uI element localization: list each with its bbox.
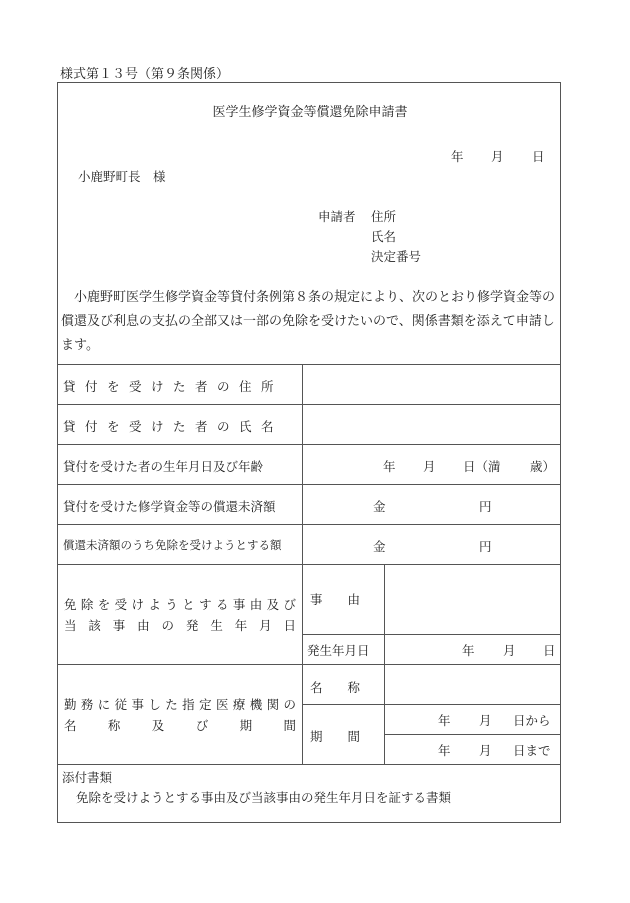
period-to-month: 月: [479, 743, 492, 758]
row-address-label: 貸付を受けた者の住所: [63, 379, 284, 394]
row-divider: [384, 734, 560, 735]
row-divider: [58, 564, 560, 565]
unpaid-yen: 円: [479, 499, 492, 514]
institution-name-label: 名 称: [310, 680, 361, 695]
row-divider: [302, 704, 560, 705]
row-birth-age-label: 貸付を受けた者の生年月日及び年齢: [63, 459, 264, 474]
reason-line-1: 免除を受けようとする事由及び: [64, 597, 296, 612]
row-divider: [58, 364, 560, 365]
birth-month: 月: [423, 459, 436, 474]
form-number: 様式第１３号（第９条関係）: [60, 67, 230, 82]
addressee: 小鹿野町長 様: [78, 169, 166, 184]
date-day: 日: [532, 149, 545, 164]
row-divider: [58, 664, 560, 665]
unpaid-kin: 金: [373, 499, 386, 514]
birth-day: 日（満: [463, 459, 501, 474]
service-line-2: 名称及び期間: [64, 718, 296, 733]
row-exempt-amount-label: 償還未済額のうち免除を受けようとする額: [63, 538, 282, 552]
column-divider: [302, 364, 303, 764]
row-divider: [58, 764, 560, 765]
period-from-day: 日から: [513, 713, 551, 728]
application-statement: 小鹿野町医学生修学資金等貸付条例第８条の規定により、次のとおり修学資金等の償還及び利息の支払の全部又は一部の免除を受けたいので、関係書類を添えて申請します。: [61, 290, 556, 353]
attachments-label: 添付書類: [62, 770, 113, 785]
application-form: [57, 82, 561, 823]
reason-sub-label: 事 由: [310, 592, 361, 607]
row-divider: [58, 404, 560, 405]
attachments-item: 免除を受けようとする事由及び当該事由の発生年月日を証する書類: [76, 790, 452, 805]
occurrence-day: 日: [543, 643, 556, 658]
decision-number-label: 決定番号: [371, 249, 422, 264]
row-divider: [58, 524, 560, 525]
period-to-day: 日まで: [513, 743, 551, 758]
applicant-name-label: 氏名: [371, 229, 397, 244]
exempt-kin: 金: [373, 539, 386, 554]
applicant-address-label: 住所: [371, 209, 397, 224]
row-name-label: 貸付を受けた者の氏名: [63, 419, 284, 434]
date-year: 年: [451, 149, 464, 164]
row-reason-label: [64, 595, 296, 634]
service-period-label: 期 間: [310, 729, 361, 744]
occurrence-date-label: 発生年月日: [307, 643, 370, 658]
row-divider: [58, 484, 560, 485]
period-from-month: 月: [479, 713, 492, 728]
exempt-yen: 円: [479, 539, 492, 554]
date-month: 月: [491, 149, 504, 164]
row-divider: [302, 634, 560, 635]
period-to-year: 年: [438, 743, 451, 758]
form-title: 医学生修学資金等償還免除申請書: [212, 105, 408, 120]
row-service-label: [64, 695, 296, 734]
column-divider: [384, 564, 385, 764]
period-from-year: 年: [438, 713, 451, 728]
occurrence-month: 月: [503, 643, 516, 658]
birth-year: 年: [383, 459, 396, 474]
age: 歳）: [530, 459, 556, 474]
row-divider: [58, 444, 560, 445]
reason-line-2: 当該事由の発生年月日: [64, 618, 296, 633]
applicant-label: 申請者: [318, 209, 356, 224]
row-unpaid-label: 貸付を受けた修学資金等の償還未済額: [63, 499, 276, 514]
service-line-1: 勤務に従事した指定医療機関の: [64, 697, 296, 712]
occurrence-year: 年: [462, 643, 475, 658]
